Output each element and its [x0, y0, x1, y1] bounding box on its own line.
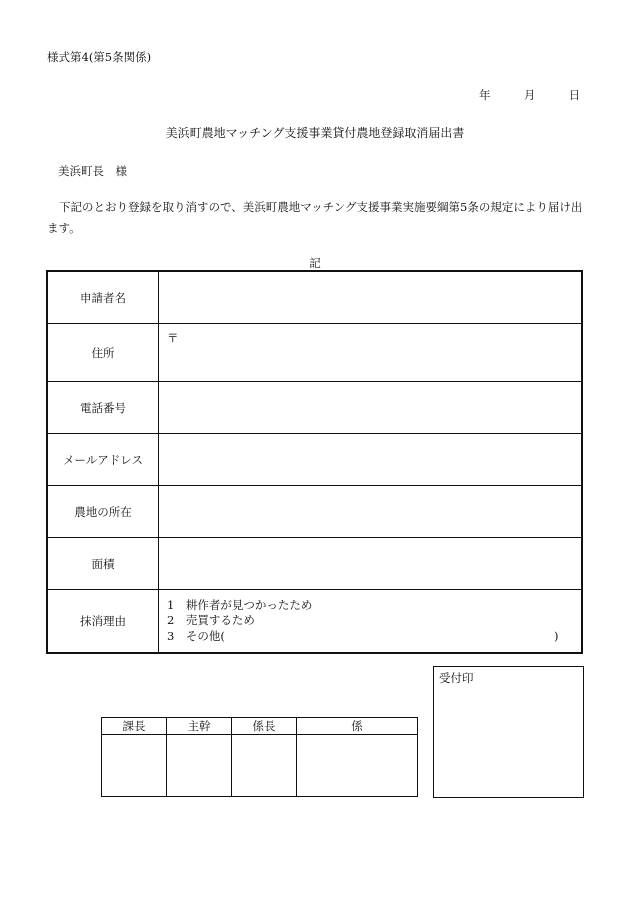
date-year: 年	[479, 88, 491, 102]
land-location-row	[47, 486, 582, 538]
reason-option-1[interactable]: 1 耕作者が見つかったため	[167, 597, 313, 612]
phone-field[interactable]	[159, 382, 583, 434]
address-row	[47, 324, 582, 382]
reception-stamp-box[interactable]	[433, 666, 584, 798]
approval-stamp-table	[101, 717, 418, 797]
approval-header-kacho: 課長	[102, 718, 167, 735]
reason-options	[159, 590, 583, 654]
reception-stamp-label: 受付印	[439, 671, 474, 685]
ki-marker: 記	[309, 256, 321, 270]
document-title: 美浜町農地マッチング支援事業貸付農地登録取消届出書	[165, 126, 465, 140]
date-month: 月	[523, 88, 536, 102]
applicant-label: 申請者名	[47, 271, 159, 324]
approval-header-kakaricho: 係長	[232, 718, 297, 735]
land-location-field[interactable]	[159, 486, 583, 538]
postal-mark: 〒	[167, 331, 179, 345]
reason-label: 抹消理由	[47, 590, 159, 654]
approval-stamp-shukan[interactable]	[167, 735, 232, 797]
email-row	[47, 434, 582, 486]
area-field[interactable]	[159, 538, 583, 590]
reason-option-2[interactable]: 2 売買するため	[167, 613, 255, 628]
reason-row	[47, 590, 582, 654]
approval-header-shukan: 主幹	[167, 718, 232, 735]
body-text: 下記のとおり登録を取り消すので、美浜町農地マッチング支援事業実施要綱第5条の規定により届け出ます。	[47, 200, 583, 235]
applicant-row	[47, 271, 582, 324]
applicant-field[interactable]	[159, 271, 583, 324]
addressee: 美浜町長 様	[58, 164, 127, 178]
land-location-label: 農地の所在	[47, 486, 159, 538]
date-day: 日	[568, 88, 581, 102]
approval-stamp-kakaricho[interactable]	[232, 735, 297, 797]
reason-close-paren: )	[554, 628, 559, 643]
approval-stamp-kakari[interactable]	[297, 735, 418, 797]
reason-option-3[interactable]	[167, 629, 581, 645]
address-label: 住所	[47, 324, 159, 382]
approval-header-row	[102, 718, 418, 735]
email-label: メールアドレス	[47, 434, 159, 486]
area-label: 面積	[47, 538, 159, 590]
reason-option-3-text: 3 その他(	[167, 628, 225, 643]
area-row	[47, 538, 582, 590]
phone-label: 電話番号	[47, 382, 159, 434]
email-field[interactable]	[159, 434, 583, 486]
registration-form-table	[46, 270, 583, 654]
approval-stamp-row	[102, 735, 418, 797]
phone-row	[47, 382, 582, 434]
approval-stamp-kacho[interactable]	[102, 735, 167, 797]
form-number: 様式第4(第5条関係)	[47, 50, 152, 64]
approval-header-kakari: 係	[297, 718, 418, 735]
address-field[interactable]	[159, 324, 583, 382]
date-line	[479, 87, 580, 103]
